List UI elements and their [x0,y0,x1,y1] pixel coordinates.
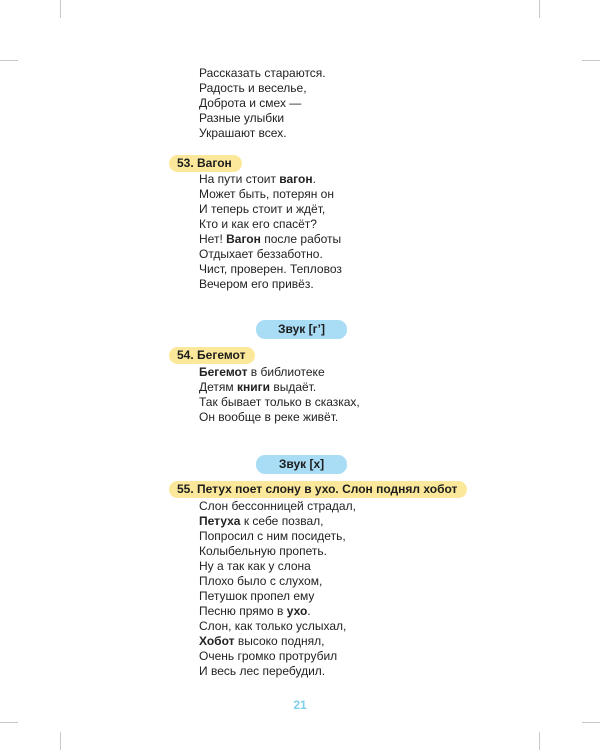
poem-line [199,66,326,81]
crop-mark-bottom-right [539,732,540,750]
text-run: Песню прямо в [199,604,287,618]
text-run: Плохо было с слухом, [199,574,323,588]
poem-line [199,619,356,634]
poem-line [199,410,360,425]
text-run: И весь лес перебудил. [199,664,326,678]
bold-word: Вагон [226,232,261,246]
poem-line [199,81,326,96]
text-run: И теперь стоит и ждёт, [199,202,326,216]
poem-title-54: 54. Бегемот [169,347,255,364]
poem-line [199,247,342,262]
text-run: Кто и как его спасёт? [199,217,317,231]
text-run: выдаёт. [270,380,317,394]
text-run: после работы [260,232,342,246]
text-run: Разные улыбки [199,111,285,125]
text-run: Слон, как только услыхал, [199,619,347,633]
text-run: Украшают всех. [199,126,287,140]
poem-line [199,172,342,187]
sound-heading-g: Звук [г’] [256,320,347,339]
text-run: Петушок пропел ему [199,589,315,603]
poem-line [199,649,356,664]
text-run: Очень громко протрубил [199,649,338,663]
poem-line [199,96,326,111]
poem-intro [199,66,326,141]
text-run: Так бывает только в сказках, [199,395,360,409]
poem-line [199,187,342,202]
text-run: Рассказать стараются. [199,66,326,80]
poem-line [199,589,356,604]
poem-line [199,544,356,559]
text-run: Детям [199,380,237,394]
poem-54-begemot [199,365,360,425]
text-run: Ну а так как у слона [199,559,311,573]
text-run: Слон бессонницей страдал, [199,499,356,513]
poem-line [199,574,356,589]
text-run: к себе позвал, [240,514,324,528]
text-run: . [307,604,311,618]
text-run: Нет! [199,232,227,246]
crop-mark-left-bottom [0,722,18,723]
text-run: в библиотеке [247,365,325,379]
poem-line [199,604,356,619]
poem-line [199,111,326,126]
crop-mark-bottom-left [60,732,61,750]
text-run: Попросил с ним посидеть, [199,529,346,543]
text-run: Колыбельную пропеть. [199,544,327,558]
poem-line [199,499,356,514]
text-run: высоко поднял, [234,634,325,648]
poem-line [199,529,356,544]
bold-word: ухо [286,604,308,618]
page-number: 21 [293,698,307,712]
text-run: . [312,172,316,186]
text-run: На пути стоит [199,172,280,186]
poem-line [199,514,356,529]
poem-55-petuh-slon [199,499,356,679]
poem-line [199,664,356,679]
crop-mark-right-top [582,60,600,61]
poem-title-53: 53. Вагон [169,155,242,172]
bold-word: книги [236,380,270,394]
crop-mark-top-right [539,0,540,18]
text-run: Чист, проверен. Тепловоз [199,262,342,276]
poem-line [199,634,356,649]
text-run: Отдыхает беззаботно. [199,247,323,261]
text-run: Доброта и смех — [199,96,302,110]
poem-line [199,217,342,232]
poem-53-vagon [199,172,342,292]
crop-mark-left-top [0,60,18,61]
poem-line [199,262,342,277]
poem-line [199,126,326,141]
poem-line [199,202,342,217]
bold-word: Бегемот [199,365,248,379]
bold-word: вагон [279,172,313,186]
text-run: Вечером его привёз. [199,277,314,291]
poem-line [199,277,342,292]
poem-line [199,380,360,395]
poem-line [199,232,342,247]
text-run: Радость и веселье, [199,81,307,95]
sound-heading-h: Звук [х] [256,455,347,474]
poem-title-55: 55. Петух поет слону в ухо. Слон поднял хобот [169,481,467,498]
crop-mark-top-left [60,0,61,18]
poem-line [199,395,360,410]
bold-word: Хобот [199,634,235,648]
crop-mark-right-bottom [582,722,600,723]
poem-line [199,559,356,574]
text-run: Может быть, потерян он [199,187,334,201]
poem-line [199,365,360,380]
bold-word: Петуха [199,514,241,528]
text-run: Он вообще в реке живёт. [199,410,339,424]
